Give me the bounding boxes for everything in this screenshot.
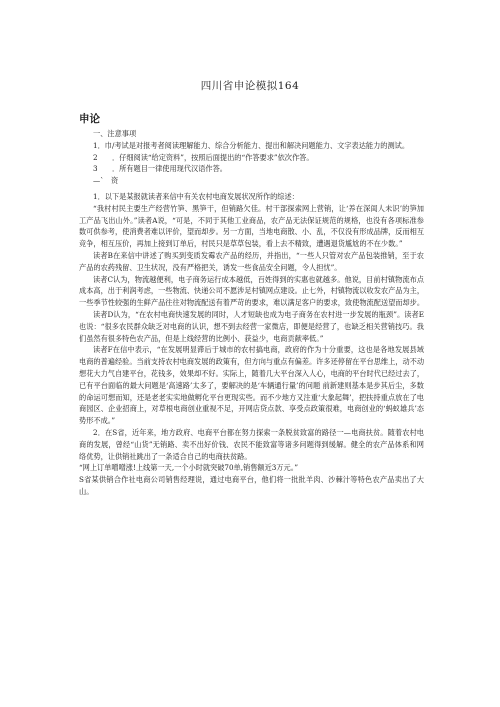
paragraph: —ˋ 资 [93, 176, 119, 186]
paragraph: 1．以下是某报就读者来信中有关农村电商发展状况所作的综述： [93, 191, 299, 201]
paragraph: “我村村民主要生产经营竹笋、黑笋干，但销路欠佳。村干部探索网上营销，让‘养在深闺人未识’的笋加工产品飞出山外。”读者A说，“可是，不同于其他工业商品，农产品无法保证规范的规格，也没有各项标准参数可供参考，使消费者难以评价，望而却步。另一方面，当地电商散、小、乱，不仅没有形成品牌，反而相互竞争，相互压价，再加上接到订单后，村民只是草草包装，看上去不精致，遭遇退货尴尬的不在少数。” [79, 203, 425, 249]
paragraph: “网上订单噌噌涨!上线第一天,一个小时就突破70单,销售额近3万元。” [79, 463, 298, 473]
paragraph: 读者C认为，物流越便利，电子商务运行成本越低，百姓得到的实惠也就越多。他说，目前村镇物流布点成本高，出于利润考虑，一些物流、快递公司不愿涉足村镇网点建设。止七外，村镇物流以收发农产品为主，一些季节性较强的生鲜产品往往对物流配送有着严苛的要求，难以满足客户的要求，致使物流配送望而却步。 [79, 274, 425, 308]
paragraph: 读者F在信中表示，“在发展明显滞后于城市的农村搞电商，政府的作为十分重要，这也是各地发展县域电商的普遍经验。当前支持农村电商发展的政策有，但方向与重点有偏差。许多还停留在平台思维上，动不动想花大力气自建平台，花钱多，效果却不好。实际上，随着几大平台深入人心，电商的平台时代已经过去了，已有平台面临的最大问题是‘高速路’太多了，要解决的是‘车辆通行量’的问题 前新建则基本是步其后尘，多数的命运可想而知，还是老老实实地做孵化平台更现实些。而不少地方又注重‘大象起舞’，把扶持重点放在了电商园区、企业招商上，对草根电商创业重视不足，开网店贷点款、享受点政策很难，电商创业的‘蚂蚁雄兵’态势形不成。” [79, 345, 425, 426]
document-body [79, 128, 424, 498]
paragraph: 2 ．仔细阅读“给定资料”，按照后面提出的“作答要求”依次作答。 [93, 152, 314, 162]
paragraph: 一、注意事项 [93, 129, 137, 138]
section-heading: 申论 [79, 113, 100, 125]
paragraph: 2．在S省，近年来，地方政府、电商平台都在努力探索一条脱贫致富的路径一—电商扶贫。随着农村电商的发展，曾经“山货”无销路、卖不出好价钱、农民不能致富等诸多问题得到缓解。健全的农产品体系和网络优势，让供销社跳出了一条适合自己的电商扶贫路。 [79, 427, 424, 461]
paragraph: 1．巾/考试是对报考者阅读理解能力、综合分析能力、提出和解决问题能力、文字表达能力的测试。 [93, 140, 410, 150]
paragraph: 3 ．所有题目一律使用现代汉语作答。 [93, 164, 227, 174]
paragraph: 读者D认为，“在农村电商快速发展的同时，人才短缺也成为电子商务在农村进一步发展的瓶颈”。读者E也说：“很多农民群众缺乏对电商的认识，想不到去经营一家微店，即便是经营了，也缺乏相关营销技巧。我们虽然有很多特色农产品，但是上线经营的比例小、获益少，电商贡献率低。” [79, 309, 424, 343]
page-title: 四川省申论模拟164 [200, 80, 300, 92]
paragraph: 读者B在来信中讲述了购买到变质发霉农产品的经历，并指出，“一些人只管对农产品包装推销，至于农产品的农药残留、卫生状况，没有严格把关，诱发一些食品安全问题，令人担忧”。 [79, 250, 424, 272]
paragraph: S省某供销合作社电商公司销售经理说，通过电商平台，他们将一批批羊肉、沙棘汁等特色农产品卖出了大山。 [79, 475, 424, 496]
